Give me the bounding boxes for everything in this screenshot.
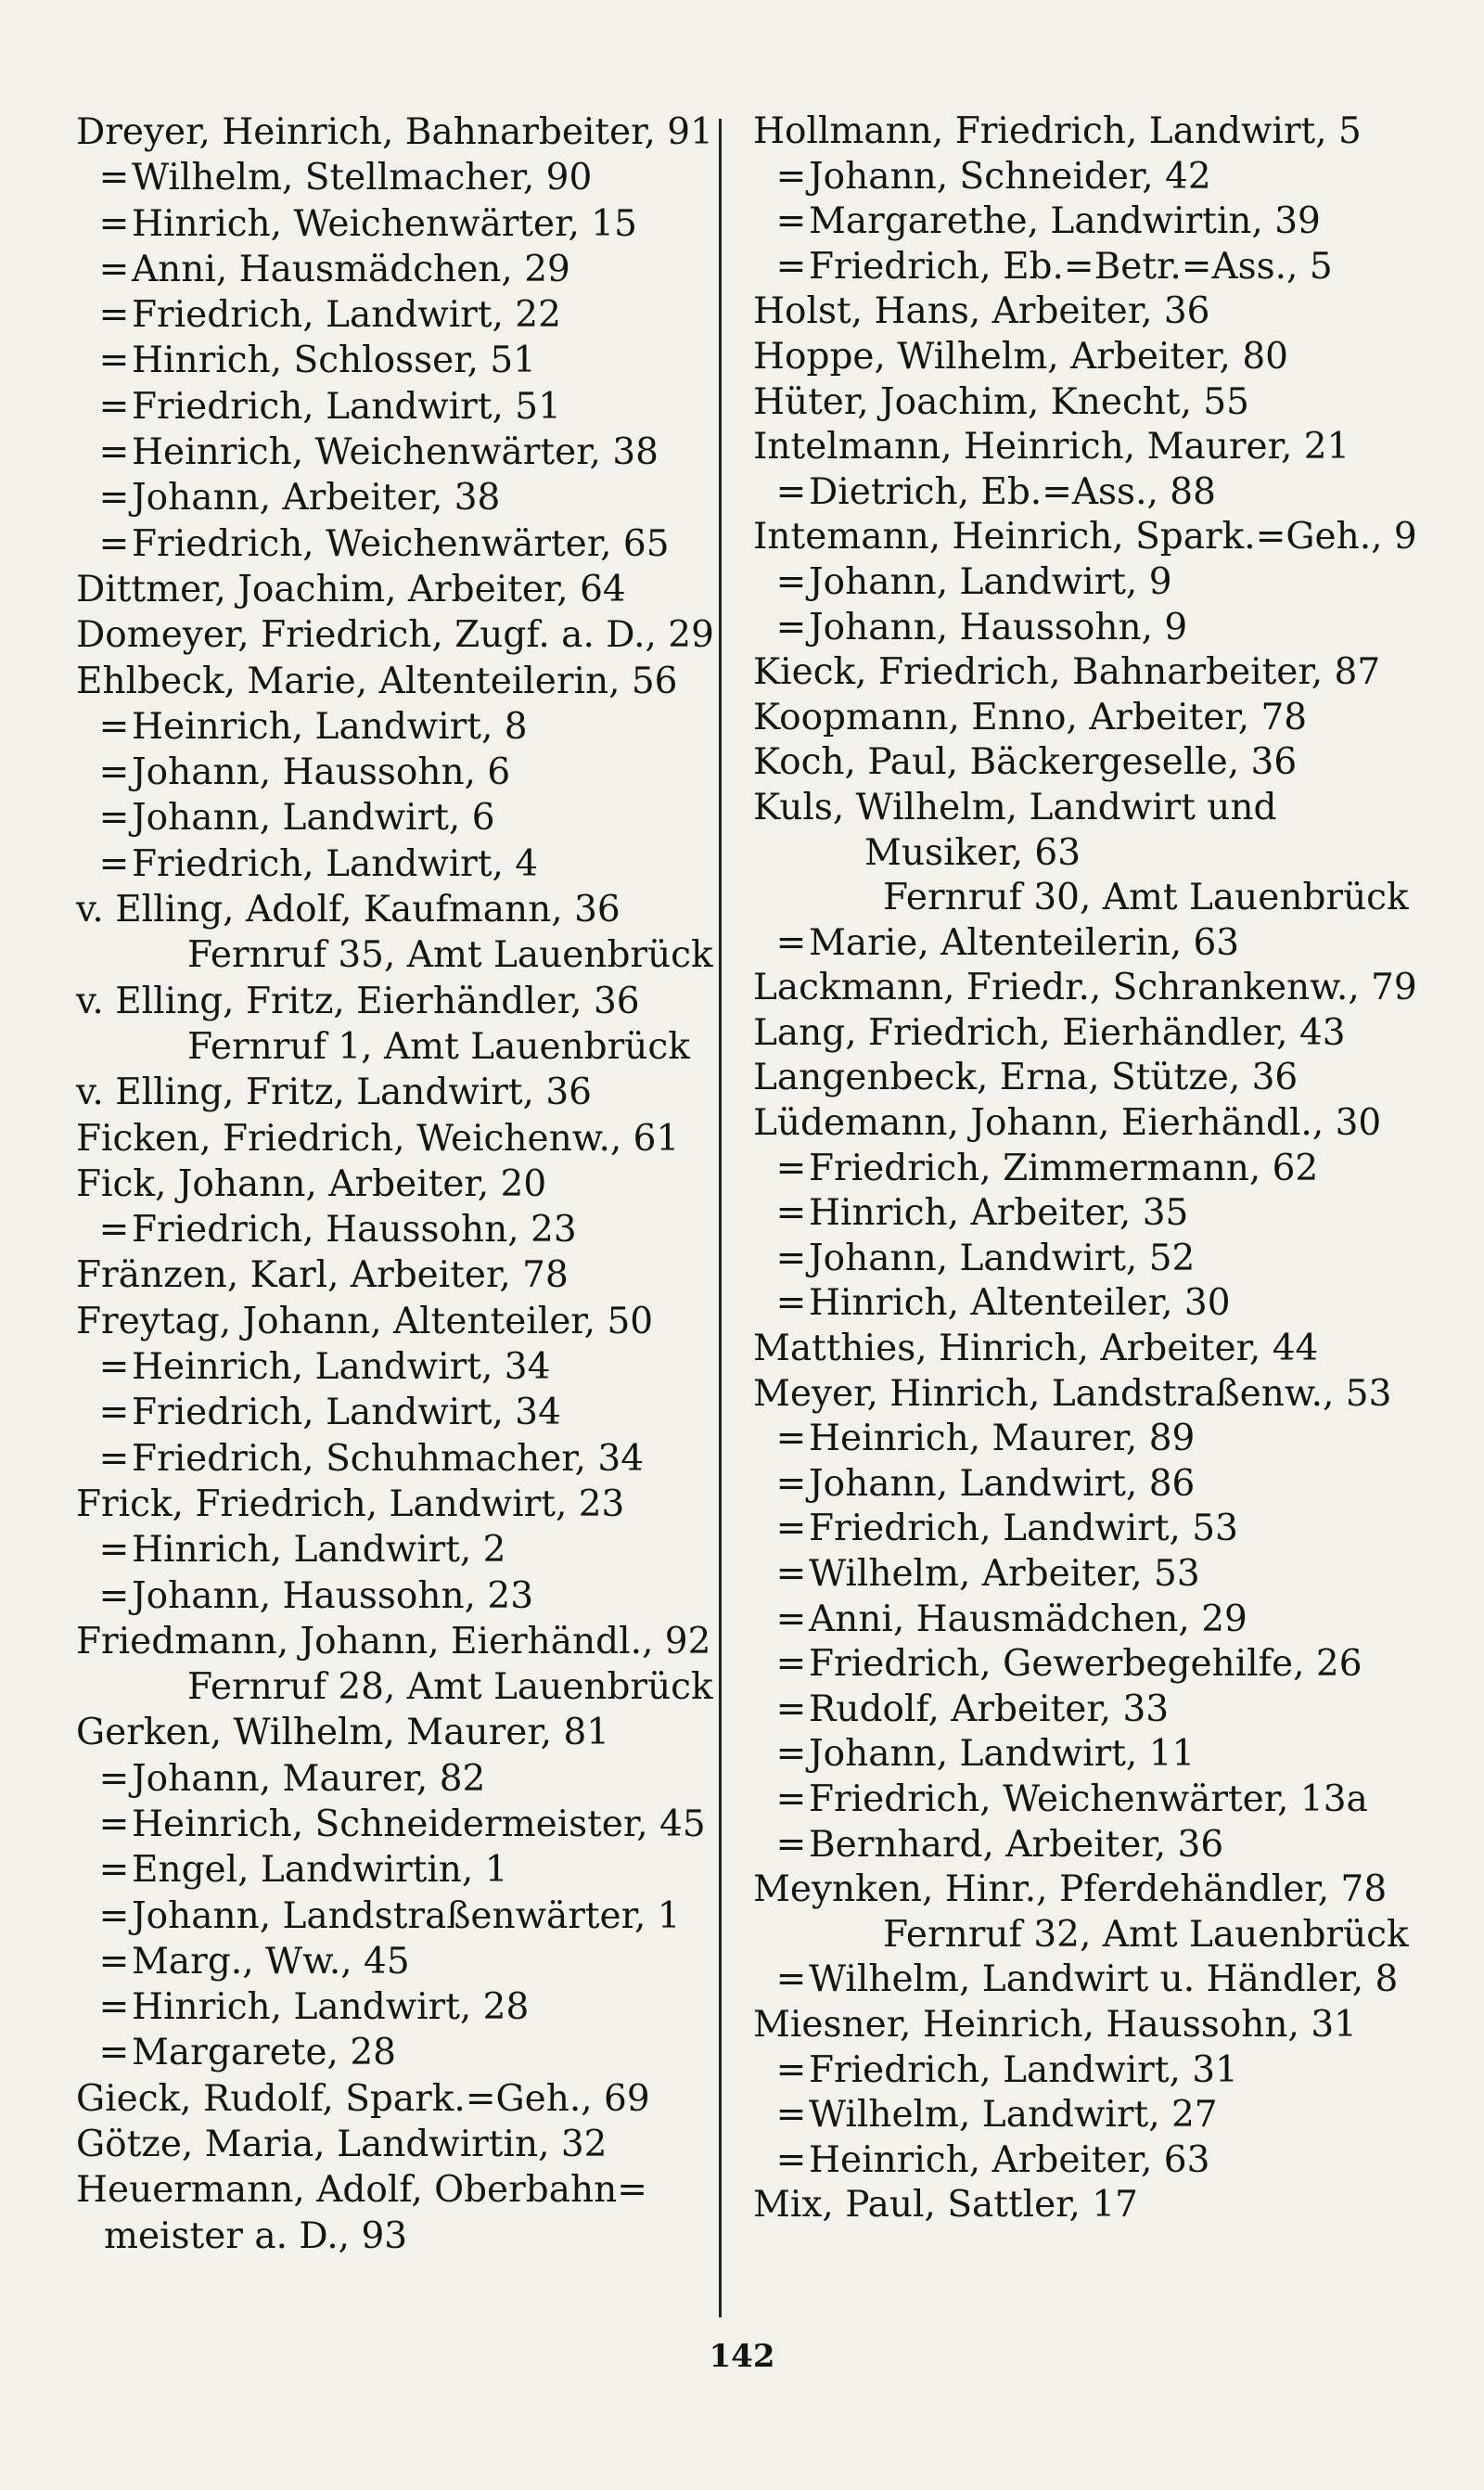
directory-entry-ditto [76, 247, 725, 292]
entry-text: Marg., Ww., 45 [132, 1940, 410, 1983]
directory-entry-ditto [76, 795, 725, 841]
entry-text: Wilhelm, Landwirt, 27 [809, 2094, 1218, 2137]
directory-entry-ditto [76, 430, 725, 475]
directory-entry-continuation [753, 876, 1421, 921]
ditto-mark: = [775, 1733, 807, 1776]
directory-entry [76, 1070, 725, 1115]
entry-text: Friedrich, Landwirt, 53 [809, 1508, 1238, 1550]
directory-entry [76, 612, 725, 658]
directory-entry-ditto [76, 704, 725, 750]
ditto-mark: = [775, 1237, 807, 1279]
ditto-mark: = [98, 1849, 130, 1892]
directory-entry-ditto [753, 2048, 1421, 2094]
entry-text: Fernruf 1, Amt Lauenbrück [187, 1025, 690, 1068]
directory-entry-ditto [753, 1732, 1421, 1778]
entry-text: Kuls, Wilhelm, Landwirt und [753, 786, 1277, 828]
entry-text: Johann, Arbeiter, 38 [132, 477, 501, 520]
directory-entry-ditto [753, 155, 1421, 200]
ditto-mark: = [98, 1529, 130, 1572]
directory-entry [753, 289, 1421, 335]
entry-text: Gerken, Wilhelm, Maurer, 81 [76, 1712, 610, 1754]
entry-text: Wilhelm, Stellmacher, 90 [132, 157, 593, 199]
ditto-mark: = [98, 1209, 130, 1251]
ditto-mark: = [98, 1392, 130, 1434]
directory-entry-ditto [76, 841, 725, 887]
entry-text: Johann, Landwirt, 6 [132, 797, 495, 840]
entry-text: Johann, Haussohn, 6 [132, 751, 511, 794]
directory-entry-ditto [76, 1893, 725, 1939]
entry-text: Dreyer, Heinrich, Bahnarbeiter, 91 [76, 111, 713, 153]
ditto-mark: = [775, 1418, 807, 1460]
ditto-mark: = [775, 1688, 807, 1730]
entry-text: Domeyer, Friedrich, Zugf. a. D., 29 [76, 614, 714, 657]
entry-text: Anni, Hausmädchen, 29 [132, 248, 570, 290]
entry-text: Friedrich, Eb.=Betr.=Ass., 5 [809, 245, 1333, 288]
ditto-mark: = [98, 1574, 130, 1617]
entry-text: Friedrich, Landwirt, 51 [132, 385, 561, 428]
directory-entry-ditto [753, 1642, 1421, 1688]
directory-entry-ditto [76, 1756, 725, 1802]
entry-text: Hinrich, Weichenwärter, 15 [132, 202, 637, 245]
entry-text: Engel, Landwirtin, 1 [132, 1849, 508, 1892]
entry-text: Intemann, Heinrich, Spark.=Geh., 9 [753, 516, 1417, 558]
ditto-mark: = [775, 1598, 807, 1640]
entry-text: Hinrich, Arbeiter, 35 [809, 1192, 1189, 1235]
entry-text: Rudolf, Arbeiter, 33 [809, 1688, 1170, 1730]
entry-text: Miesner, Heinrich, Haussohn, 31 [753, 2003, 1357, 2046]
entry-text: Friedmann, Johann, Eierhändl., 92 [76, 1620, 711, 1662]
directory-entry [76, 109, 725, 155]
directory-entry-ditto [753, 2093, 1421, 2138]
entry-text: Friedrich, Haussohn, 23 [132, 1209, 577, 1251]
ditto-mark: = [775, 1508, 807, 1550]
column-divider [719, 119, 722, 2317]
entry-text: Friedrich, Landwirt, 34 [132, 1392, 561, 1434]
ditto-mark: = [98, 1803, 130, 1845]
directory-entry-continuation [753, 1913, 1421, 1958]
ditto-mark: = [775, 1192, 807, 1235]
directory-entry [753, 1011, 1421, 1057]
ditto-mark: = [98, 705, 130, 748]
entry-text: Johann, Landwirt, 52 [809, 1237, 1196, 1279]
ditto-mark: = [775, 2048, 807, 2091]
directory-entry-ditto [753, 1417, 1421, 1462]
entry-text: Meynken, Hinr., Pferdehändler, 78 [753, 1868, 1388, 1911]
ditto-mark: = [98, 385, 130, 428]
directory-entry [753, 696, 1421, 741]
directory-entry-ditto [753, 1462, 1421, 1508]
directory-entry-ditto [753, 1507, 1421, 1552]
entry-text: Friedrich, Weichenwärter, 13a [809, 1778, 1368, 1820]
entry-text: Götze, Maria, Landwirtin, 32 [76, 2124, 608, 2166]
entry-text: Frick, Friedrich, Landwirt, 23 [76, 1482, 625, 1525]
directory-entry [753, 1056, 1421, 1101]
directory-entry-ditto [76, 292, 725, 338]
ditto-mark: = [775, 560, 807, 603]
directory-entry [76, 1710, 725, 1755]
entry-text: Friedrich, Weichenwärter, 65 [132, 522, 670, 565]
directory-entry-ditto [76, 2030, 725, 2075]
directory-entry-ditto [76, 475, 725, 520]
entry-text: Fernruf 35, Amt Lauenbrück [187, 934, 713, 977]
directory-entry [76, 2122, 725, 2167]
ditto-mark: = [775, 155, 807, 198]
directory-entry-ditto [753, 1957, 1421, 2003]
directory-entry [76, 1482, 725, 1527]
directory-entry-ditto [76, 384, 725, 430]
entry-text: Freytag, Johann, Altenteiler, 50 [76, 1300, 654, 1342]
ditto-mark: = [98, 248, 130, 290]
directory-entry-ditto [76, 1344, 725, 1390]
entry-text: Hinrich, Landwirt, 28 [132, 1986, 530, 2029]
entry-text: Fernruf 30, Amt Lauenbrück [883, 877, 1409, 919]
ditto-mark: = [98, 1437, 130, 1480]
directory-entry [753, 1372, 1421, 1418]
directory-entry-ditto [76, 1984, 725, 2030]
ditto-mark: = [98, 294, 130, 337]
entry-text: Kieck, Friedrich, Bahnarbeiter, 87 [753, 651, 1381, 694]
directory-entry-ditto [753, 470, 1421, 516]
entry-text: Margarethe, Landwirtin, 39 [809, 200, 1321, 243]
ditto-mark: = [98, 522, 130, 565]
directory-entry-ditto [753, 1778, 1421, 1823]
directory-entry [753, 425, 1421, 470]
entry-text: meister a. D., 93 [104, 2214, 408, 2257]
entry-text: Dittmer, Joachim, Arbeiter, 64 [76, 568, 626, 610]
directory-entry-ditto [753, 1281, 1421, 1327]
entry-text: Koopmann, Enno, Arbeiter, 78 [753, 696, 1308, 738]
directory-entry [76, 2167, 725, 2213]
directory-entry-ditto [76, 521, 725, 567]
entry-text: Friedrich, Gewerbegehilfe, 26 [809, 1643, 1362, 1686]
directory-entry [76, 887, 725, 932]
entry-text: Ehlbeck, Marie, Altenteilerin, 56 [76, 660, 678, 702]
right-column [753, 109, 1421, 2228]
directory-entry-ditto [76, 338, 725, 383]
directory-entry-continuation [76, 932, 725, 978]
directory-entry-ditto [76, 1527, 725, 1572]
directory-entry-ditto [76, 750, 725, 795]
entry-text: Johann, Landwirt, 11 [809, 1733, 1196, 1776]
entry-text: Holst, Hans, Arbeiter, 36 [753, 290, 1210, 333]
entry-text: Johann, Landwirt, 9 [809, 560, 1172, 603]
entry-text: Intelmann, Heinrich, Maurer, 21 [753, 426, 1350, 468]
ditto-mark: = [98, 157, 130, 199]
directory-entry [76, 1116, 725, 1162]
directory-entry-ditto [753, 1237, 1421, 1282]
directory-entry-ditto [753, 560, 1421, 606]
entry-text: Johann, Schneider, 42 [809, 155, 1211, 198]
ditto-mark: = [775, 1778, 807, 1820]
entry-text: Friedrich, Zimmermann, 62 [809, 1147, 1319, 1189]
entry-text: Friedrich, Landwirt, 31 [809, 2048, 1238, 2091]
left-column [76, 109, 725, 2259]
entry-text: Hoppe, Wilhelm, Arbeiter, 80 [753, 335, 1288, 378]
directory-entry [76, 1252, 725, 1298]
ditto-mark: = [775, 1462, 807, 1505]
directory-entry-ditto [76, 1573, 725, 1619]
directory-entry [753, 966, 1421, 1011]
entry-text: Lüdemann, Johann, Eierhändl., 30 [753, 1102, 1382, 1145]
ditto-mark: = [98, 1940, 130, 1983]
directory-entry-ditto [753, 921, 1421, 967]
entry-text: Wilhelm, Landwirt u. Händler, 8 [809, 1958, 1399, 2001]
ditto-mark: = [775, 245, 807, 288]
directory-entry-ditto [753, 199, 1421, 245]
page-number: 142 [709, 2338, 775, 2375]
ditto-mark: = [98, 340, 130, 382]
directory-entry [76, 2076, 725, 2122]
directory-entry-ditto [76, 201, 725, 247]
entry-text: Hinrich, Schlosser, 51 [132, 340, 536, 382]
ditto-mark: = [775, 200, 807, 243]
entry-text: Johann, Haussohn, 23 [132, 1574, 534, 1617]
entry-text: Johann, Landwirt, 86 [809, 1462, 1196, 1505]
entry-text: Johann, Landstraßenwärter, 1 [132, 1894, 681, 1937]
entry-text: Lang, Friedrich, Eierhändler, 43 [753, 1011, 1346, 1054]
directory-entry-ditto [753, 606, 1421, 651]
directory-entry [76, 1619, 725, 1664]
entry-text: Heinrich, Arbeiter, 63 [809, 2138, 1210, 2181]
ditto-mark: = [775, 1553, 807, 1595]
entry-text: Matthies, Hinrich, Arbeiter, 44 [753, 1328, 1319, 1370]
directory-entry-ditto [76, 155, 725, 200]
ditto-mark: = [98, 2032, 130, 2074]
directory-entry-ditto [76, 1390, 725, 1435]
entry-text: Heinrich, Maurer, 89 [809, 1418, 1196, 1460]
directory-entry-ditto [753, 1191, 1421, 1237]
ditto-mark: = [98, 202, 130, 245]
directory-entry [753, 2183, 1421, 2228]
ditto-mark: = [775, 1282, 807, 1325]
entry-text: Anni, Hausmädchen, 29 [809, 1598, 1247, 1640]
directory-entry-ditto [753, 245, 1421, 290]
directory-entry [753, 1327, 1421, 1372]
directory-entry-ditto [753, 1688, 1421, 1733]
entry-text: Fernruf 28, Amt Lauenbrück [187, 1666, 713, 1709]
directory-entry-continuation [76, 1024, 725, 1070]
entry-text: Meyer, Hinrich, Landstraßenw., 53 [753, 1372, 1392, 1415]
entry-text: Hüter, Joachim, Knecht, 55 [753, 380, 1249, 423]
directory-entry [753, 740, 1421, 786]
entry-text: Koch, Paul, Bäckergeselle, 36 [753, 741, 1298, 784]
ditto-mark: = [98, 1986, 130, 2029]
directory-entry [753, 650, 1421, 696]
ditto-mark: = [775, 1823, 807, 1866]
directory-entry-ditto [753, 1147, 1421, 1192]
ditto-mark: = [775, 921, 807, 964]
entry-text: v. Elling, Fritz, Landwirt, 36 [76, 1072, 592, 1114]
directory-entry-continuation [76, 1664, 725, 1710]
entry-text: Ficken, Friedrich, Weichenw., 61 [76, 1117, 680, 1160]
directory-entry [753, 2003, 1421, 2048]
directory-entry [76, 979, 725, 1024]
directory-entry [76, 567, 725, 612]
entry-text: Musiker, 63 [864, 831, 1081, 874]
directory-entry [76, 1162, 725, 1207]
entry-text: Hinrich, Landwirt, 2 [132, 1529, 506, 1572]
ditto-mark: = [98, 797, 130, 840]
ditto-mark: = [98, 477, 130, 520]
entry-text: v. Elling, Fritz, Eierhändler, 36 [76, 980, 640, 1022]
ditto-mark: = [775, 470, 807, 513]
entry-text: Fick, Johann, Arbeiter, 20 [76, 1162, 547, 1205]
directory-entry [753, 335, 1421, 380]
entry-text: Dietrich, Eb.=Ass., 88 [809, 470, 1216, 513]
entry-text: Friedrich, Schuhmacher, 34 [132, 1437, 645, 1480]
directory-entry [753, 515, 1421, 560]
entry-text: Bernhard, Arbeiter, 36 [809, 1823, 1224, 1866]
ditto-mark: = [775, 606, 807, 648]
directory-entry-ditto [753, 2138, 1421, 2184]
directory-entry [753, 109, 1421, 155]
entry-text: Johann, Haussohn, 9 [809, 606, 1188, 648]
directory-entry-ditto [76, 1802, 725, 1847]
entry-text: Heinrich, Landwirt, 34 [132, 1346, 551, 1389]
entry-text: Hollmann, Friedrich, Landwirt, 5 [753, 110, 1362, 152]
entry-text: Mix, Paul, Sattler, 17 [753, 2184, 1138, 2227]
ditto-mark: = [98, 1894, 130, 1937]
entry-text: Fernruf 32, Amt Lauenbrück [883, 1913, 1409, 1956]
directory-entry-continuation [753, 831, 1421, 877]
directory-entry-ditto [753, 1552, 1421, 1598]
entry-text: Heinrich, Weichenwärter, 38 [132, 431, 659, 474]
entry-text: Marie, Altenteilerin, 63 [809, 921, 1240, 964]
directory-entry [753, 380, 1421, 426]
entry-text: Margarete, 28 [132, 2032, 396, 2074]
ditto-mark: = [98, 431, 130, 474]
entry-text: Friedrich, Landwirt, 22 [132, 294, 561, 337]
directory-entry-ditto [76, 1847, 725, 1893]
ditto-mark: = [775, 1643, 807, 1686]
directory-entry [76, 1299, 725, 1344]
ditto-mark: = [98, 1757, 130, 1800]
directory-entry [753, 786, 1421, 831]
entry-text: Heuermann, Adolf, Oberbahn= [76, 2169, 647, 2212]
entry-text: Gieck, Rudolf, Spark.=Geh., 69 [76, 2077, 650, 2120]
directory-entry-ditto [76, 1207, 725, 1252]
entry-text: Fränzen, Karl, Arbeiter, 78 [76, 1254, 569, 1297]
entry-text: Johann, Maurer, 82 [132, 1757, 486, 1800]
entry-text: Heinrich, Schneidermeister, 45 [132, 1803, 706, 1845]
ditto-mark: = [775, 1958, 807, 2001]
entry-text: Hinrich, Altenteiler, 30 [809, 1282, 1231, 1325]
entry-text: Langenbeck, Erna, Stütze, 36 [753, 1057, 1298, 1099]
directory-entry-ditto [76, 1436, 725, 1482]
entry-text: v. Elling, Adolf, Kaufmann, 36 [76, 889, 620, 931]
ditto-mark: = [98, 751, 130, 794]
directory-entry-ditto [753, 1598, 1421, 1643]
directory-entry [753, 1101, 1421, 1147]
directory-entry [76, 659, 725, 704]
ditto-mark: = [775, 1147, 807, 1189]
directory-entry-ditto [76, 1939, 725, 1984]
entry-text: Heinrich, Landwirt, 8 [132, 705, 528, 748]
entry-text: Lackmann, Friedr., Schrankenw., 79 [753, 967, 1417, 1009]
entry-text: Wilhelm, Arbeiter, 53 [809, 1553, 1200, 1595]
directory-entry [753, 1868, 1421, 1913]
ditto-mark: = [775, 2094, 807, 2137]
entry-text: Friedrich, Landwirt, 4 [132, 842, 539, 885]
ditto-mark: = [98, 1346, 130, 1389]
directory-entry-continuation [76, 2214, 725, 2259]
directory-entry-ditto [753, 1823, 1421, 1868]
ditto-mark: = [98, 842, 130, 885]
ditto-mark: = [775, 2138, 807, 2181]
